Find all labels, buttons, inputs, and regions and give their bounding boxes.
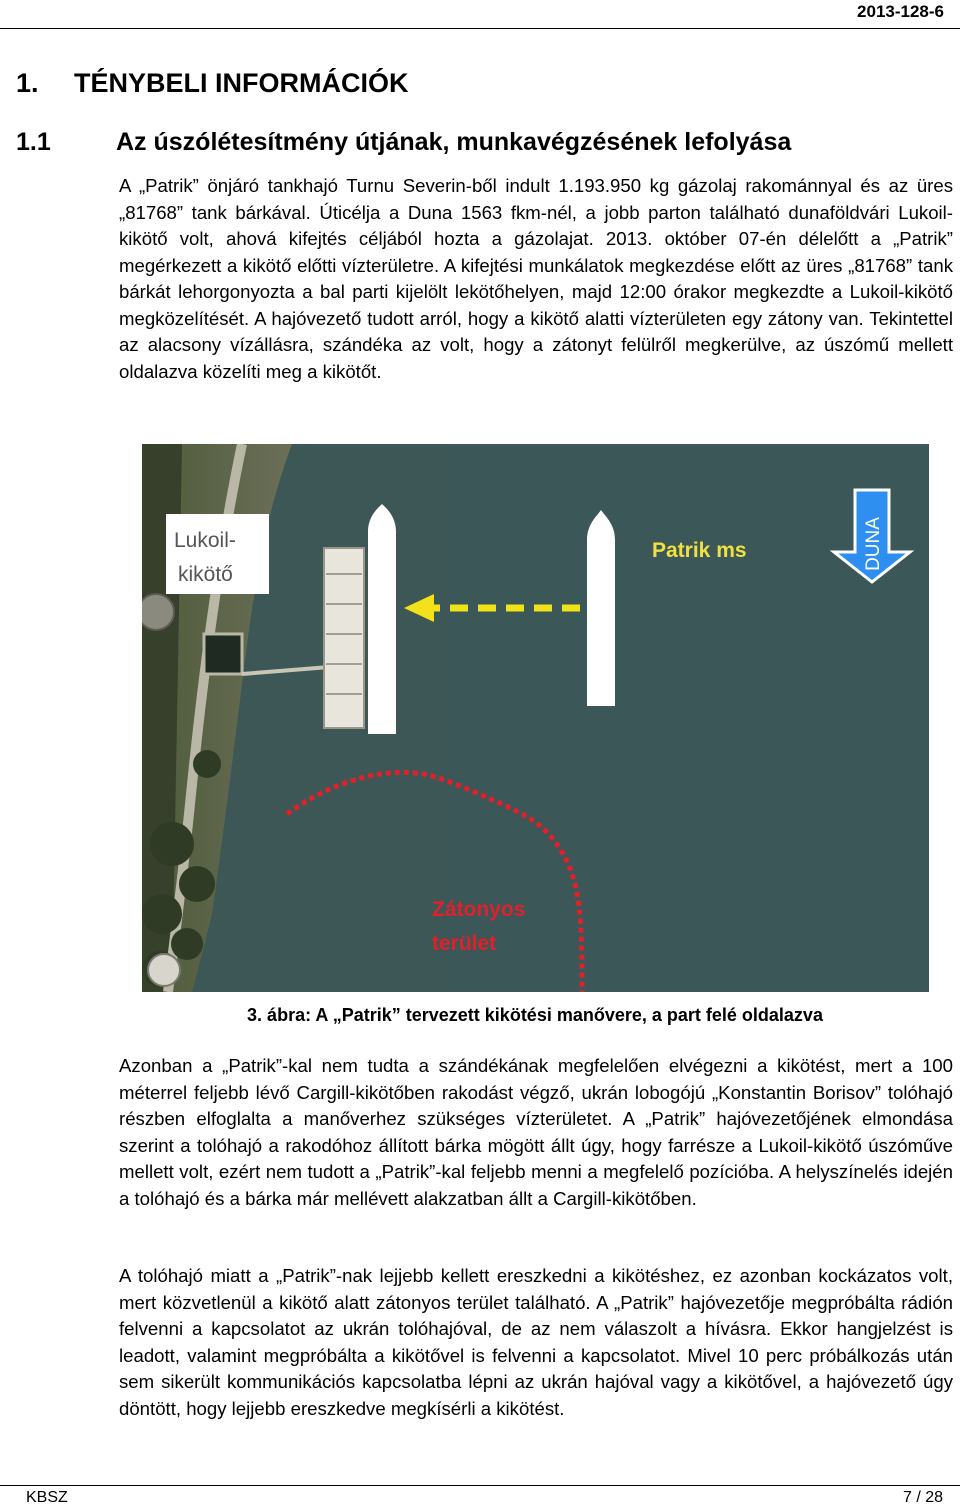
section-heading bbox=[16, 68, 409, 99]
paragraph-2: Azonban a „Patrik”-kal nem tudta a szándékának megfelelően elvégezni a kikötést, mert a 100 méterrel feljebb lévő Cargill-kikötőben rakodást végző, ukrán lobogójú „Konstantin Borisov” tolóhajó részben elfoglalta a manőverhez szükséges vízterületet. A „Patrik” hajóvezetőjének elmondása szerint a tolóhajó a rakodóhoz állított bárka mögött állt úgy, hogy farrésze a Lukoil-kikötő úszóműve mellett volt, ezért nem tudott a „Patrik”-kal feljebb menni a megfelelő pozícióba. A helyszínelés idején a tolóhajó és a bárka már mellévett alakzatban állt a Cargill-kikötőben. bbox=[119, 1055, 953, 1209]
storage-tank-2 bbox=[142, 594, 174, 630]
footer-organization: KBSZ bbox=[26, 1489, 68, 1506]
shoal-label-line1: Zátonyos bbox=[432, 898, 526, 921]
harbor-map-figure bbox=[142, 444, 929, 992]
floating-pontoon bbox=[324, 548, 364, 728]
document-code: 2013-128-6 bbox=[857, 2, 944, 21]
subsection-number: 1.1 bbox=[16, 128, 51, 156]
storage-tank bbox=[148, 954, 180, 986]
section-number: 1. bbox=[16, 68, 39, 98]
patrik-ship bbox=[587, 510, 615, 706]
subsection-heading bbox=[16, 128, 791, 157]
footer-divider bbox=[0, 1485, 960, 1486]
lukoil-label-line1: Lukoil- bbox=[174, 529, 236, 552]
patrik-ship-original bbox=[368, 504, 396, 734]
shoal-label-line2: terület bbox=[432, 932, 497, 955]
figure-caption: 3. ábra: A „Patrik” tervezett kikötési manővere, a part felé oldalazva bbox=[247, 1005, 823, 1025]
harbor-basin bbox=[204, 634, 242, 674]
subsection-title: Az úszólétesítmény útjának, munkavégzésének lefolyása bbox=[116, 128, 792, 156]
header-divider bbox=[0, 28, 960, 29]
patrik-label: Patrik ms bbox=[652, 539, 747, 562]
paragraph-1: A „Patrik” önjáró tankhajó Turnu Severin-ből indult 1.193.950 kg gázolaj rakománnyal és az üres „81768” tank bárkával. Úticélja a Duna 1563 fkm-nél, a jobb parton található dunaföldvári Lukoil-kikötő volt, ahová kifejtés céljából hozta a gázolajat. 2013. október 07-én délelőtt a „Patrik” megérkezett a kikötő előtti vízterületre. A kifejtési munkálatok megkezdése előtt az üres „81768” tank bárkát lehorgonyozta a bal parti kijelölt lekötőhelyen, majd 12:00 órakor megkezdte a Lukoil-kikötő megközelítését. A hajóvezető tudott arról, hogy a kikötő alatti vízterületen egy zátony van. Tekintettel az alacsony vízállásra, szándéka az volt, hogy a zátonyt felülről megkerülve, az úszómű mellett oldalazva közelíti meg a kikötőt. bbox=[119, 175, 953, 382]
section-title: TÉNYBELI INFORMÁCIÓK bbox=[74, 68, 409, 98]
paragraph-3: A tolóhajó miatt a „Patrik”-nak lejjebb kellett ereszkedni a kikötéshez, ez azonban kockázatos volt, mert közvetlenül a kikötő alatt zátonyos terület található. A „Patrik” hajóvezetője megpróbálta rádión felvenni a kapcsolatot az ukrán tolóhajóval, de az nem válaszolt a hívásra. Ekkor hangjelzést is leadott, valamint megpróbálta a kikötővel is felvenni a kapcsolatot. Mivel 10 perc próbálkozás után sem sikerült kommunikációs kapcsolatba lépni az ukrán hajóval vagy a kikötővel, a hajóvezető úgy döntött, hogy lejjebb ereszkedve megkísérli a kikötést. bbox=[119, 1265, 953, 1419]
duna-label: DUNA bbox=[863, 517, 884, 571]
page-number: 7 / 28 bbox=[902, 1489, 943, 1506]
lukoil-label-line2: kikötő bbox=[178, 563, 233, 586]
